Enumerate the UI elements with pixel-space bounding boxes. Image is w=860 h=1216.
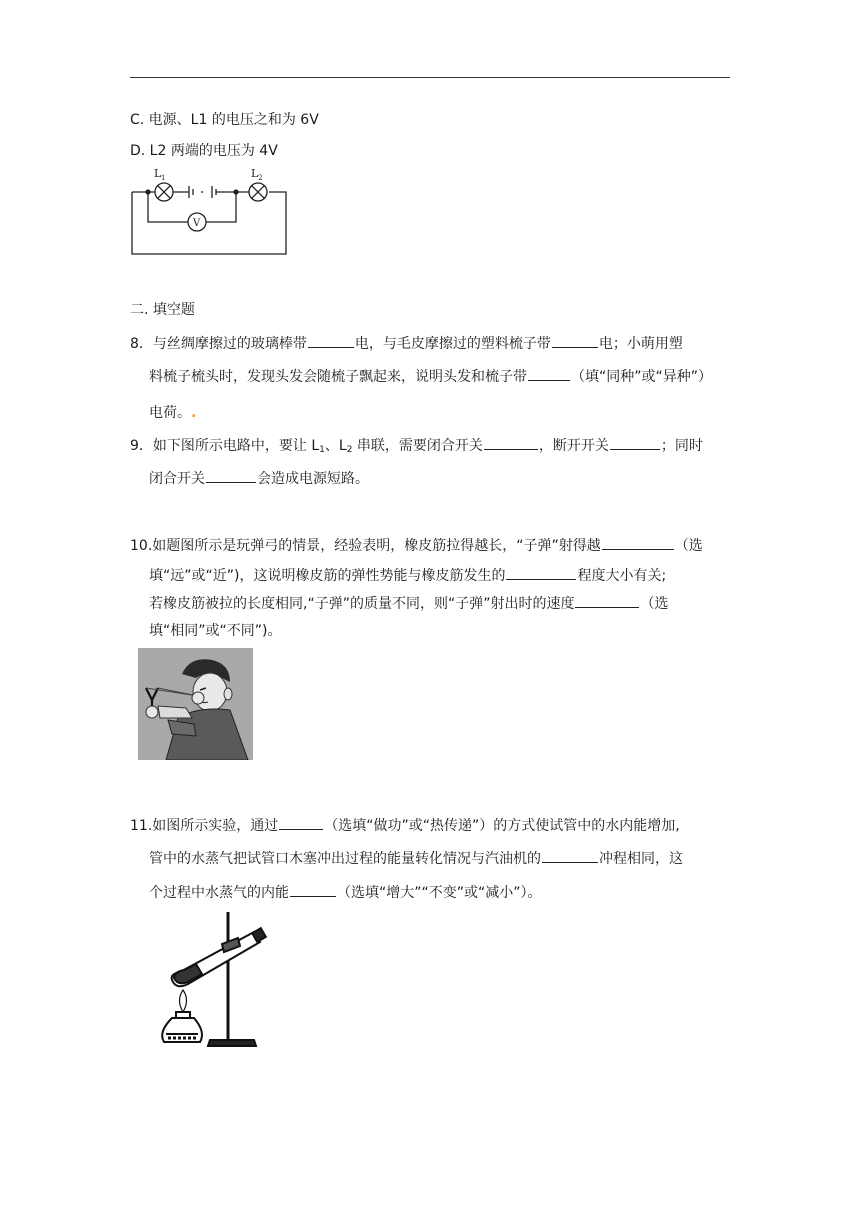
boy-with-slingshot-illustration [138,648,253,760]
option-d: D. L2 两端的电压为 4V [130,143,278,159]
q8-text-1c: 电；小萌用塑 [598,336,683,352]
q10-blank-2 [506,565,576,580]
q9-blank-3 [206,468,256,483]
q10-text-3a: 若橡皮筋被拉的长度相同,“子弹”的质量不同，则“子弹”射出时的速度 [149,596,575,612]
q11-line2 [149,848,683,868]
q11-line1 [130,815,680,835]
q10-text-3b: （选 [640,596,669,612]
q10-line4: 填“相同”或“不同”)。 [149,623,282,639]
q8-line1 [130,333,683,353]
q11-text-1b: （选填“做功”或“热传递”）的方式使试管中的水内能增加, [324,818,680,834]
q8-blank-3 [528,366,570,381]
q9-text-2b: 会造成电源短路。 [257,471,369,487]
q9-line1 [130,435,703,455]
q10-line1 [130,535,703,555]
q8-text-1b: 电，与毛皮摩擦过的塑料梳子带 [354,336,551,352]
q11-blank-1 [279,815,323,830]
q11-blank-2 [542,848,598,863]
l1-label: L [154,167,162,180]
q10-line3 [149,593,668,613]
q8-blank-2 [552,333,598,348]
q8-text-2b: （填“同种”或“异种”） [571,369,713,385]
l2-label: L [251,167,259,180]
voltmeter-label: V [193,218,201,229]
q11-text-2b: 冲程相同，这 [599,851,683,867]
q9-sub-2: 2 [346,445,353,455]
q9-text-1a: 9．如下图所示电路中，要让 L [130,438,320,454]
q10-text-1a: 10.如题图所示是玩弹弓的情景，经验表明，橡皮筋拉得越长，“子弹”射得越 [130,538,601,554]
q8-blank-1 [308,333,354,348]
q10-blank-1 [602,535,674,550]
option-c: C. 电源、L1 的电压之和为 6V [130,112,319,128]
q11-text-2a: 管中的水蒸气把试管口木塞冲出过程的能量转化情况与汽油机的 [149,851,541,867]
q11-text-3b: （选填“增大”“不变”或“减小”）。 [337,885,542,901]
q10-line2 [149,565,666,585]
q8-text-2a: 料梳子梳头时，发现头发会随梳子飘起来，说明头发和梳子带 [149,369,527,385]
q9-text-2a: 闭合开关 [149,471,205,487]
q9-text-1b: 、L [324,438,347,454]
circuit-diagram [126,164,294,260]
q8-line2 [149,366,712,386]
q9-blank-1 [484,435,538,450]
l2-subscript: 2 [258,174,263,182]
q10-text-1b: （选 [674,538,703,554]
q10-text-2a: 填“远”或“近”)，这说明橡皮筋的弹性势能与橡皮筋发生的 [149,568,506,584]
q9-text-1d: ，断开开关 [538,438,609,454]
q9-sub-1: 1 [319,445,325,455]
q10-blank-3 [575,593,639,608]
q9-text-1e: ；同时 [660,438,703,454]
q9-text-1c: 串联，需要闭合开关 [352,438,483,454]
header-rule [130,77,730,78]
l1-subscript: 1 [161,174,166,182]
q8-text-3: 电荷。 [149,405,191,421]
q11-line3 [149,882,542,902]
q10-text-2b: 程度大小有关; [577,568,667,584]
q9-line2 [149,468,369,488]
q8-mark: . [191,405,197,421]
q11-text-3a: 个过程中水蒸气的内能 [149,885,289,901]
q9-blank-2 [610,435,660,450]
slingshot-photo [138,648,253,760]
q11-blank-3 [290,882,336,897]
q11-text-1a: 11.如图所示实验，通过 [130,818,279,834]
test-tube-apparatus-diagram [150,908,280,1054]
section-title: 二. 填空题 [130,302,195,318]
q8-line3 [149,402,196,422]
q8-text-1a: 8．与丝绸摩擦过的玻璃棒带 [130,336,307,352]
